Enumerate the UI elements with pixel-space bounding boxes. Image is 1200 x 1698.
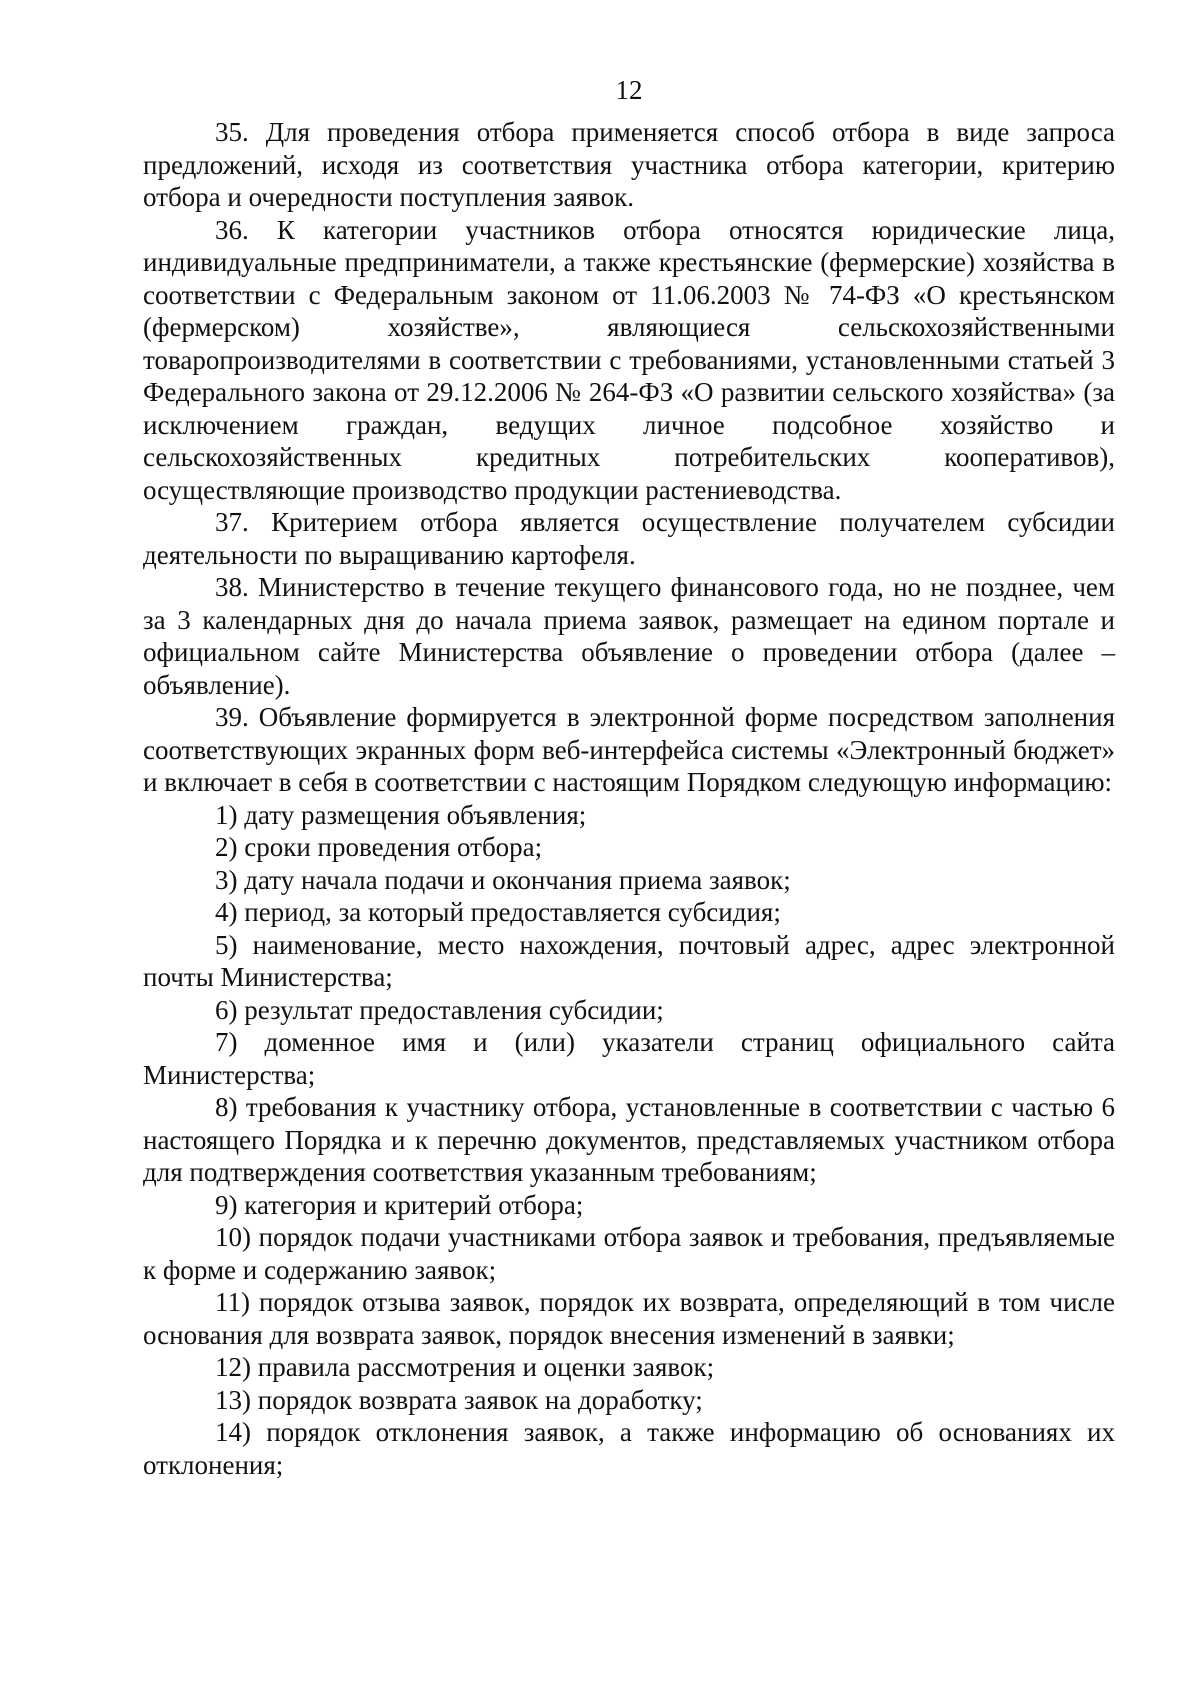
list-item: 7) доменное имя и (или) указатели страниц официального сайта Министерства;: [143, 1027, 1115, 1090]
announcement-info-list: [143, 799, 1115, 1482]
document-page: [143, 70, 1115, 1481]
paragraph-35: 35. Для проведения отбора применяется способ отбора в виде запроса предложений, исходя из соответствия участника отбора категории, критерию отбора и очередности поступления заявок.: [143, 117, 1115, 212]
paragraph-38: 38. Министерство в течение текущего финансового года, но не позднее, чем за 3 календарных дня до начала приема заявок, размещает на едином портале и официальном сайте Министерства объявление о проведении отбора (далее – объявление).: [143, 572, 1115, 700]
list-item: 11) порядок отзыва заявок, порядок их возврата, определяющий в том числе основания для возврата заявок, порядок внесения изменений в заявки;: [143, 1287, 1115, 1350]
list-item: 5) наименование, место нахождения, почтовый адрес, адрес электронной почты Министерства;: [143, 929, 1115, 992]
list-item: 14) порядок отклонения заявок, а также информацию об основаниях их отклонения;: [143, 1417, 1115, 1480]
list-item: 4) период, за который предоставляется субсидия;: [215, 897, 781, 927]
list-item: 8) требования к участнику отбора, установленные в соответствии с частью 6 настоящего Порядка и к перечню документов, представляемых участником отбора для подтверждения соответствия указанным требованиям;: [143, 1092, 1115, 1187]
page-number: 12: [615, 75, 643, 105]
list-item: 9) категория и критерий отбора;: [215, 1189, 584, 1220]
paragraph-37: 37. Критерием отбора является осуществление получателем субсидии деятельности по выращиванию картофеля.: [143, 507, 1115, 570]
list-item: 6) результат предоставления субсидии;: [215, 994, 664, 1025]
list-item: 3) дату начала подачи и окончания приема заявок;: [215, 864, 791, 895]
list-item: 13) порядок возврата заявок на доработку;: [215, 1384, 703, 1415]
paragraph-39: 39. Объявление формируется в электронной форме посредством заполнения соответствующих экранных форм веб-интерфейса системы «Электронный бюджет» и включает в себя в соответствии с настоящим Порядком следующую информацию:: [143, 702, 1115, 797]
list-item: 2) сроки проведения отбора;: [215, 832, 543, 862]
list-item: 10) порядок подачи участниками отбора заявок и требования, предъявляемые к форме и содержанию заявок;: [143, 1222, 1115, 1285]
list-item: 12) правила рассмотрения и оценки заявок;: [215, 1352, 715, 1382]
list-item: 1) дату размещения объявления;: [215, 799, 587, 830]
paragraph-36: 36. К категории участников отбора относятся юридические лица, индивидуальные предприниматели, а также крестьянские (фермерские) хозяйства в соответствии с Федеральным законом от 11.06.2003 № 74-ФЗ «О крестьянском (фермерском) хозяйстве», являющиеся сельскохозяйственными товаропроизводителями в соответствии с требованиями, установленными статьей 3 Федерального закона от 29.12.2006 № 264-ФЗ «О развитии сельского хозяйства» (за исключением граждан, ведущих личное подсобное хозяйство и сельскохозяйственных кредитных потребительских кооперативов), осуществляющие производство продукции растениеводства.: [143, 214, 1115, 505]
